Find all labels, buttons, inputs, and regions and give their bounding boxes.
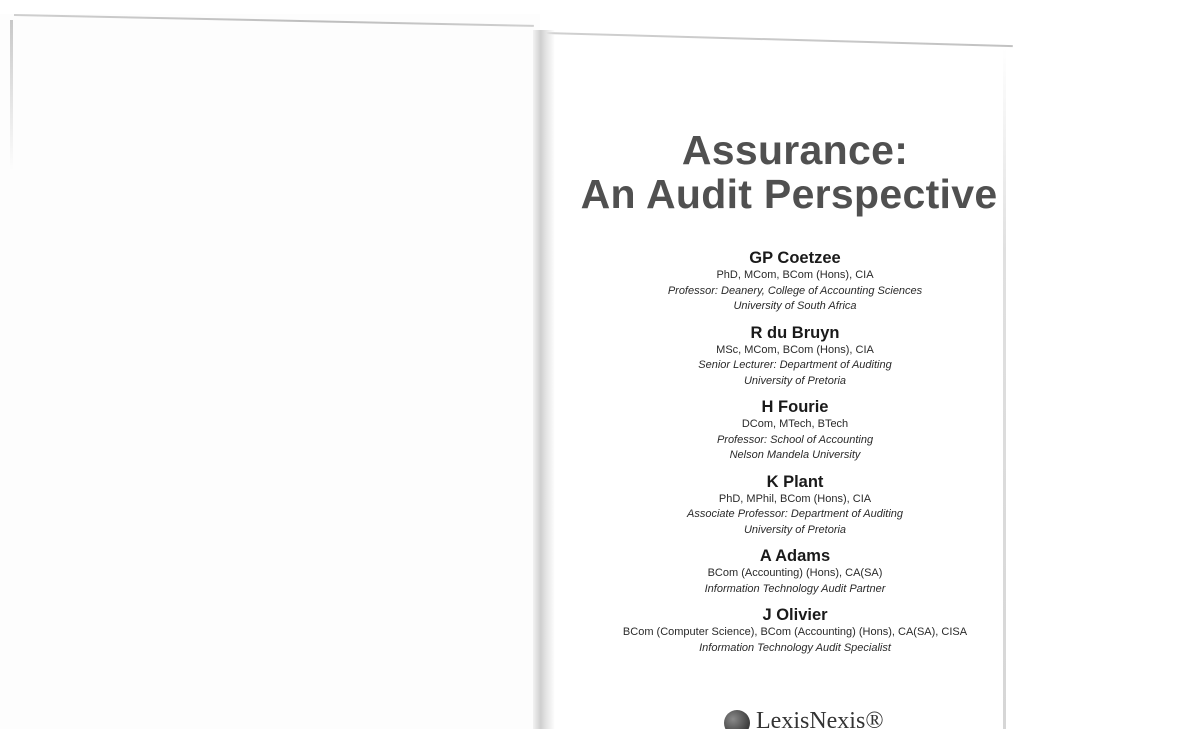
author-position: Information Technology Audit Specialist — [699, 641, 891, 654]
author-institution: Nelson Mandela University — [729, 449, 861, 461]
author-name: K Plant — [766, 472, 824, 491]
author-qualifications: MSc, MCom, BCom (Hons), CIA — [716, 343, 874, 356]
author-qualifications: BCom (Accounting) (Hons), CA(SA) — [707, 567, 883, 579]
author-position: Associate Professor: Department of Auditing — [686, 508, 904, 520]
title-page — [580, 127, 1005, 664]
left-blank-page — [0, 14, 540, 729]
publisher-name: LexisNexis® — [756, 708, 884, 729]
author-name: H Fourie — [761, 398, 829, 416]
author-qualifications: PhD, MCom, BCom (Hons), CIA — [716, 269, 874, 281]
book-spine-shadow — [533, 30, 555, 729]
author-position: Professor: Deanery, College of Accounting Sciences — [667, 284, 923, 297]
author-name: A Adams — [759, 547, 831, 565]
author-position: Information Technology Audit Partner — [704, 582, 886, 595]
author-position: Professor: School of Accounting — [716, 433, 874, 446]
author-institution: University of Pretoria — [743, 523, 847, 536]
author-qualifications: PhD, MPhil, BCom (Hons), CIA — [718, 492, 872, 505]
author-name: J Olivier — [762, 606, 828, 624]
author-position: Senior Lecturer: Department of Auditing — [698, 359, 892, 371]
author-block — [585, 323, 1005, 390]
right-page-top-edge — [545, 32, 1013, 47]
book-title — [580, 127, 1005, 217]
publisher-logo — [724, 706, 884, 729]
author-name: R du Bruyn — [750, 323, 840, 342]
author-block — [585, 546, 1005, 597]
author-block — [585, 472, 1005, 539]
author-block — [585, 605, 1005, 656]
lexisnexis-globe-icon — [724, 710, 750, 729]
author-list — [585, 248, 1005, 656]
book-title-line-2: An Audit Perspective — [580, 171, 998, 217]
author-institution: University of Pretoria — [743, 374, 847, 387]
author-name: GP Coetzee — [749, 249, 841, 267]
author-institution: University of South Africa — [733, 300, 857, 312]
book-title-line-1: Assurance: — [681, 127, 909, 173]
left-page-side-edge — [10, 20, 13, 170]
author-block — [585, 248, 1005, 315]
author-qualifications: DCom, MTech, BTech — [741, 418, 849, 430]
author-block — [585, 397, 1005, 464]
author-qualifications: BCom (Computer Science), BCom (Accounting) (Hons), CA(SA), CISA — [622, 626, 968, 638]
